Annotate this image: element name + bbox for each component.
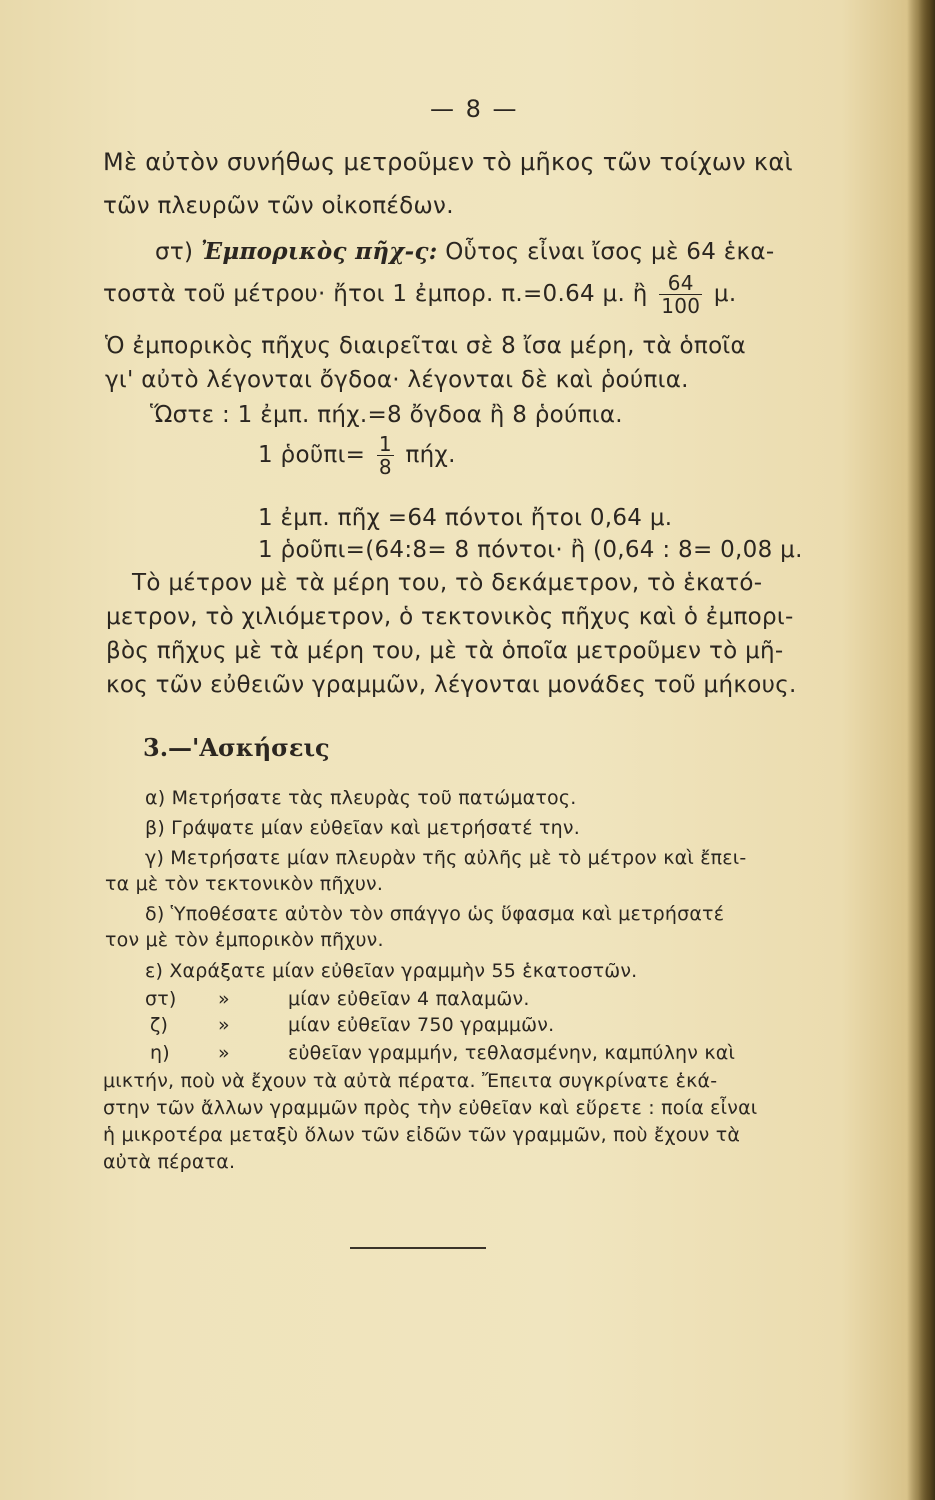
exercise-line: τον μὲ τὸν ἐμπορικὸν πῆχυν. (105, 929, 384, 951)
fraction-denominator: 100 (661, 294, 701, 318)
formula-prefix: 1 ῥοῦπι= (258, 442, 366, 468)
exercise-line: γ) Μετρήσατε μίαν πλευρὰν τῆς αὐλῆς μὲ τὸ μέτρον καὶ ἔπει- (145, 847, 747, 869)
unit-label: μ. (713, 281, 737, 307)
page-number: — 8 — (430, 95, 519, 123)
paragraph-line: γι' αὐτὸ λέγονται ὄγδοα· λέγονται δὲ καὶ ῥούπια. (105, 367, 689, 393)
exercise-line: μικτήν, ποὺ νὰ ἔχουν τὰ αὐτὰ πέρατα. Ἔπειτα συγκρίνατε ἑκά- (103, 1070, 718, 1092)
paragraph-line: Ὥστε : 1 ἐμπ. πήχ.=8 ὄγδοα ἢ 8 ῥούπια. (150, 402, 623, 428)
definition-line (155, 238, 774, 265)
exercise-line: μίαν εὐθεῖαν 750 γραμμῶν. (288, 1014, 555, 1036)
definition-text: τοστὰ τοῦ μέτρου· ἤτοι 1 ἐμπορ. π.=0.64 μ. ἢ (103, 281, 648, 307)
exercise-line: στην τῶν ἄλλων γραμμῶν πρὸς τὴν εὐθεῖαν καὶ εὕρετε : ποία εἶναι (103, 1097, 758, 1119)
section-heading: 3.—'Ασκήσεις (143, 733, 330, 762)
fraction (377, 433, 394, 478)
fraction-numerator: 64 (659, 272, 702, 295)
definition-term: Ἐμπορικὸς πῆχ-ς: (200, 238, 438, 265)
paragraph-line: Ὁ ἐμπορικὸς πῆχυς διαιρεῖται σὲ 8 ἴσα μέρη, τὰ ὁποῖα (105, 333, 746, 359)
paragraph-line: βὸς πῆχυς μὲ τὰ μέρη του, μὲ τὰ ὁποῖα μετροῦμεν τὸ μῆ- (106, 638, 784, 664)
exercise-line: ἡ μικροτέρα μεταξὺ ὅλων τῶν εἰδῶν τῶν γραμμῶν, ποὺ ἔχουν τὰ (103, 1124, 741, 1146)
fraction (659, 272, 702, 317)
exercise-line: α) Μετρήσατε τὰς πλευρὰς τοῦ πατώματος. (145, 787, 577, 809)
exercise-line: δ) Ὑποθέσατε αὐτὸν τὸν σπάγγο ὡς ὕφασμα καὶ μετρήσατέ (145, 903, 725, 925)
page-binding-edge (907, 0, 935, 1500)
ditto-mark: » (218, 1014, 230, 1036)
exercise-line: εὐθεῖαν γραμμήν, τεθλασμένην, καμπύλην καὶ (288, 1042, 736, 1064)
exercise-marker: ζ) (150, 1014, 169, 1036)
paragraph-line: Τὸ μέτρον μὲ τὰ μέρη του, τὸ δεκάμετρον, τὸ ἑκατό- (132, 570, 763, 596)
exercise-line: ε) Χαράξατε μίαν εὐθεῖαν γραμμὴν 55 ἑκατοστῶν. (145, 960, 638, 982)
fraction-denominator: 8 (378, 455, 392, 479)
equation-line: 1 ἐμπ. πῆχ =64 πόντοι ἤτοι 0,64 μ. (258, 505, 673, 531)
definition-marker: στ) (155, 239, 194, 265)
fraction-numerator: 1 (378, 432, 392, 456)
exercise-line: β) Γράψατε μίαν εὐθεῖαν καὶ μετρήσατέ την. (145, 817, 580, 839)
exercise-line: αὐτὰ πέρατα. (103, 1151, 236, 1173)
equation-line: 1 ῥοῦπι=(64:8= 8 πόντοι· ἢ (0,64 : 8= 0,08 μ. (258, 537, 803, 563)
exercise-marker: η) (150, 1042, 170, 1064)
exercise-marker: στ) (145, 988, 177, 1010)
definition-line (103, 272, 736, 317)
definition-text: Οὗτος εἶναι ἴσος μὲ 64 ἑκα- (445, 239, 775, 265)
ditto-mark: » (218, 1042, 230, 1064)
exercise-line: μίαν εὐθεῖαν 4 παλαμῶν. (288, 988, 530, 1010)
exercise-line: τα μὲ τὸν τεκτονικὸν πῆχυν. (105, 873, 384, 895)
paragraph-line: Μὲ αὐτὸν συνήθως μετροῦμεν τὸ μῆκος τῶν τοίχων καὶ (103, 148, 793, 176)
formula-suffix: πήχ. (405, 442, 456, 468)
ditto-mark: » (218, 988, 230, 1010)
paragraph-line: μετρον, τὸ χιλιόμετρον, ὁ τεκτονικὸς πῆχυς καὶ ὁ ἐμπορι- (106, 604, 794, 630)
paragraph-line: κος τῶν εὐθειῶν γραμμῶν, λέγονται μονάδες τοῦ μήκους. (106, 672, 797, 698)
end-rule (350, 1247, 486, 1249)
formula-line (258, 433, 456, 478)
paragraph-line: τῶν πλευρῶν τῶν οἰκοπέδων. (103, 193, 454, 219)
